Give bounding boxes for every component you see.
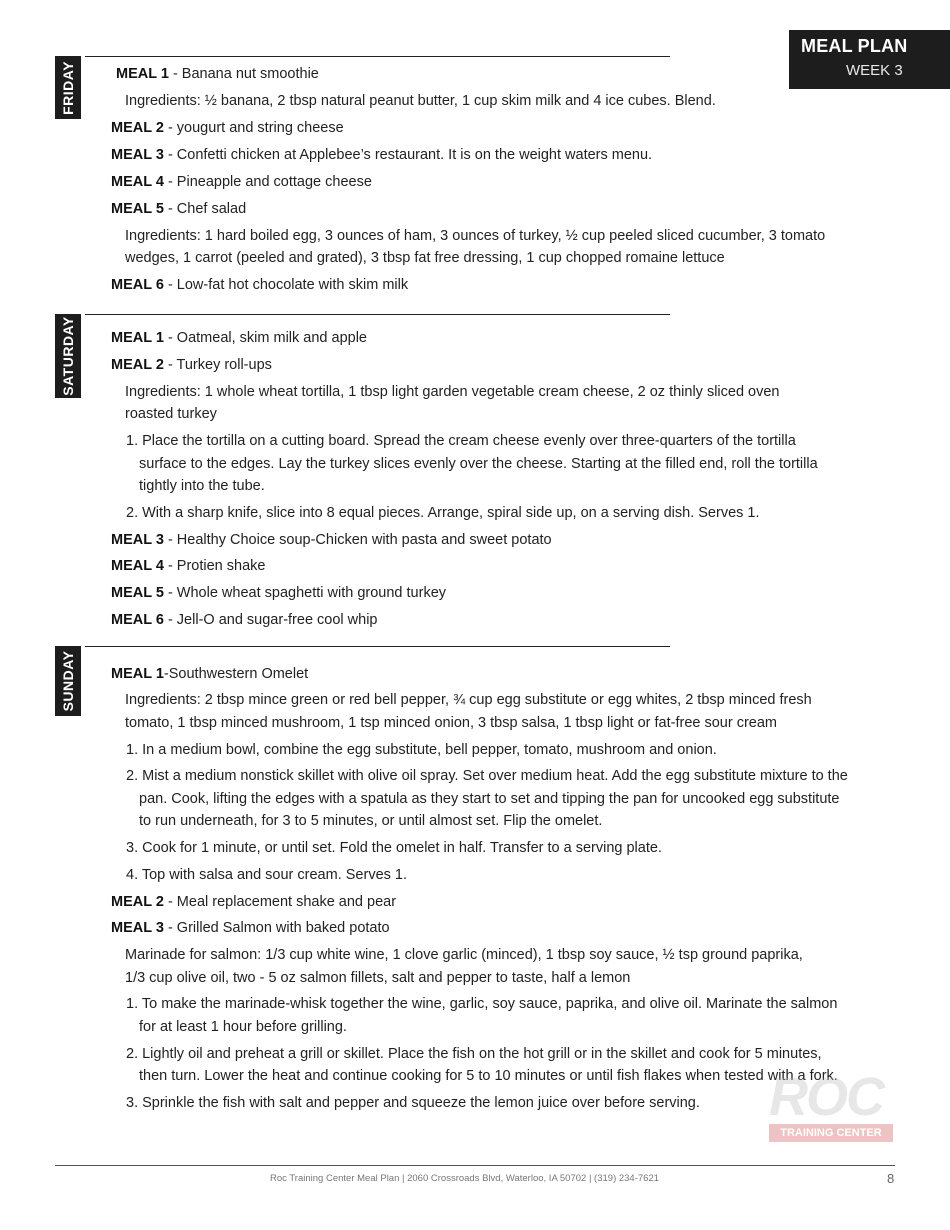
step-line: tightly into the tube. [139, 478, 265, 494]
meal-line: MEAL 3 - Healthy Choice soup-Chicken with pasta and sweet potato [111, 532, 552, 548]
meal-plan-header [789, 30, 950, 89]
meal-line: MEAL 3 - Grilled Salmon with baked potato [111, 920, 390, 936]
step-line: 4. Top with salsa and sour cream. Serves 1. [126, 867, 408, 883]
day-label: SUNDAY [60, 650, 76, 712]
header-week: WEEK 3 [846, 62, 903, 79]
marinade-line: 1/3 cup olive oil, two - 5 oz salmon fillets, salt and pepper to taste, half a lemon [125, 970, 631, 986]
day-label: SATURDAY [60, 316, 76, 396]
footer-divider [55, 1165, 895, 1166]
ingredients-line: Ingredients: ½ banana, 2 tbsp natural peanut butter, 1 cup skim milk and 4 ice cubes. Blend. [125, 93, 716, 109]
step-line: 2. Lightly oil and preheat a grill or skillet. Place the fish on the hot grill or in the skillet and cook for 5 minutes, [126, 1046, 822, 1062]
meal-line: MEAL 5 - Whole wheat spaghetti with ground turkey [111, 585, 447, 601]
ingredients-line: roasted turkey [125, 406, 217, 422]
meal-line: MEAL 6 - Low-fat hot chocolate with skim milk [111, 277, 409, 293]
meal-line: MEAL 2 - Turkey roll-ups [111, 357, 272, 373]
ingredients-line: tomato, 1 tbsp minced mushroom, 1 tsp minced onion, 3 tbsp salsa, 1 tbsp light or fat-free sour cream [125, 715, 778, 731]
step-line: to run underneath, for 3 to 5 minutes, or until almost set. Flip the omelet. [139, 813, 603, 829]
meal-line: MEAL 5 - Chef salad [111, 201, 247, 217]
header-title: MEAL PLAN [801, 36, 908, 56]
ingredients-line: wedges, 1 carrot (peeled and grated), 3 tbsp fat free dressing, 1 cup chopped romaine lettuce [125, 250, 725, 266]
meal-line: MEAL 1 - Oatmeal, skim milk and apple [111, 330, 367, 346]
step-line: 1. Place the tortilla on a cutting board. Spread the cream cheese evenly over three-quarters of the tortilla [126, 433, 796, 449]
step-line: then turn. Lower the heat and continue cooking for 5 to 10 minutes or until fish flakes when tested with a fork. [139, 1068, 838, 1084]
section-divider [85, 646, 670, 647]
marinade-line: Marinade for salmon: 1/3 cup white wine, 1 clove garlic (minced), 1 tbsp soy sauce, ½ tsp ground paprika, [125, 947, 803, 963]
step-line: 2. Mist a medium nonstick skillet with olive oil spray. Set over medium heat. Add the egg substitute mixture to the [126, 768, 848, 784]
meal-line: MEAL 1 - Banana nut smoothie [116, 66, 319, 82]
meal-line: MEAL 4 - Protien shake [111, 558, 266, 574]
step-line: 2. With a sharp knife, slice into 8 equal pieces. Arrange, spiral side up, on a serving dish. Serves 1. [126, 505, 760, 521]
meal-line: MEAL 2 - yougurt and string cheese [111, 120, 344, 136]
meal-line: MEAL 6 - Jell-O and sugar-free cool whip [111, 612, 378, 628]
step-line: surface to the edges. Lay the turkey slices evenly over the cheese. Starting at the filled end, roll the tortilla [139, 456, 818, 472]
roc-logo-watermark [755, 1066, 897, 1156]
day-tab-sunday [55, 646, 81, 716]
section-divider [85, 56, 670, 57]
day-tab-friday [55, 56, 81, 119]
ingredients-line: Ingredients: 1 whole wheat tortilla, 1 tbsp light garden vegetable cream cheese, 2 oz thinly sliced oven [125, 384, 780, 400]
step-line: pan. Cook, lifting the edges with a spatula as they start to set and tipping the pan for uncooked egg substitute [139, 791, 840, 807]
day-label: FRIDAY [60, 60, 76, 115]
meal-line: MEAL 2 - Meal replacement shake and pear [111, 894, 397, 910]
step-line: 1. In a medium bowl, combine the egg substitute, bell pepper, tomato, mushroom and onion. [126, 742, 717, 758]
page-number: 8 [887, 1171, 895, 1186]
step-line: for at least 1 hour before grilling. [139, 1019, 347, 1035]
meal-line: MEAL 3 - Confetti chicken at Applebee’s restaurant. It is on the weight waters menu. [111, 147, 653, 163]
section-divider [85, 314, 670, 315]
logo-wordmark: ROC [769, 1067, 883, 1127]
step-line: 1. To make the marinade-whisk together the wine, garlic, soy sauce, paprika, and olive oil. Marinate the salmon [126, 996, 838, 1012]
ingredients-line: Ingredients: 2 tbsp mince green or red bell pepper, ¾ cup egg substitute or egg whites, 2 tbsp minced fresh [125, 692, 812, 708]
day-tab-saturday [55, 314, 81, 398]
step-line: 3. Cook for 1 minute, or until set. Fold the omelet in half. Transfer to a serving plate. [126, 840, 662, 856]
footer-text: Roc Training Center Meal Plan | 2060 Crossroads Blvd, Waterloo, IA 50702 | (319) 234-7621 [270, 1173, 660, 1184]
step-line: 3. Sprinkle the fish with salt and pepper and squeeze the lemon juice over before serving. [126, 1095, 700, 1111]
logo-band: TRAINING CENTER [769, 1124, 893, 1142]
meal-line: MEAL 1-Southwestern Omelet [111, 666, 309, 682]
ingredients-line: Ingredients: 1 hard boiled egg, 3 ounces of ham, 3 ounces of turkey, ½ cup peeled sliced cucumber, 3 tomato [125, 228, 826, 244]
meal-line: MEAL 4 - Pineapple and cottage cheese [111, 174, 372, 190]
